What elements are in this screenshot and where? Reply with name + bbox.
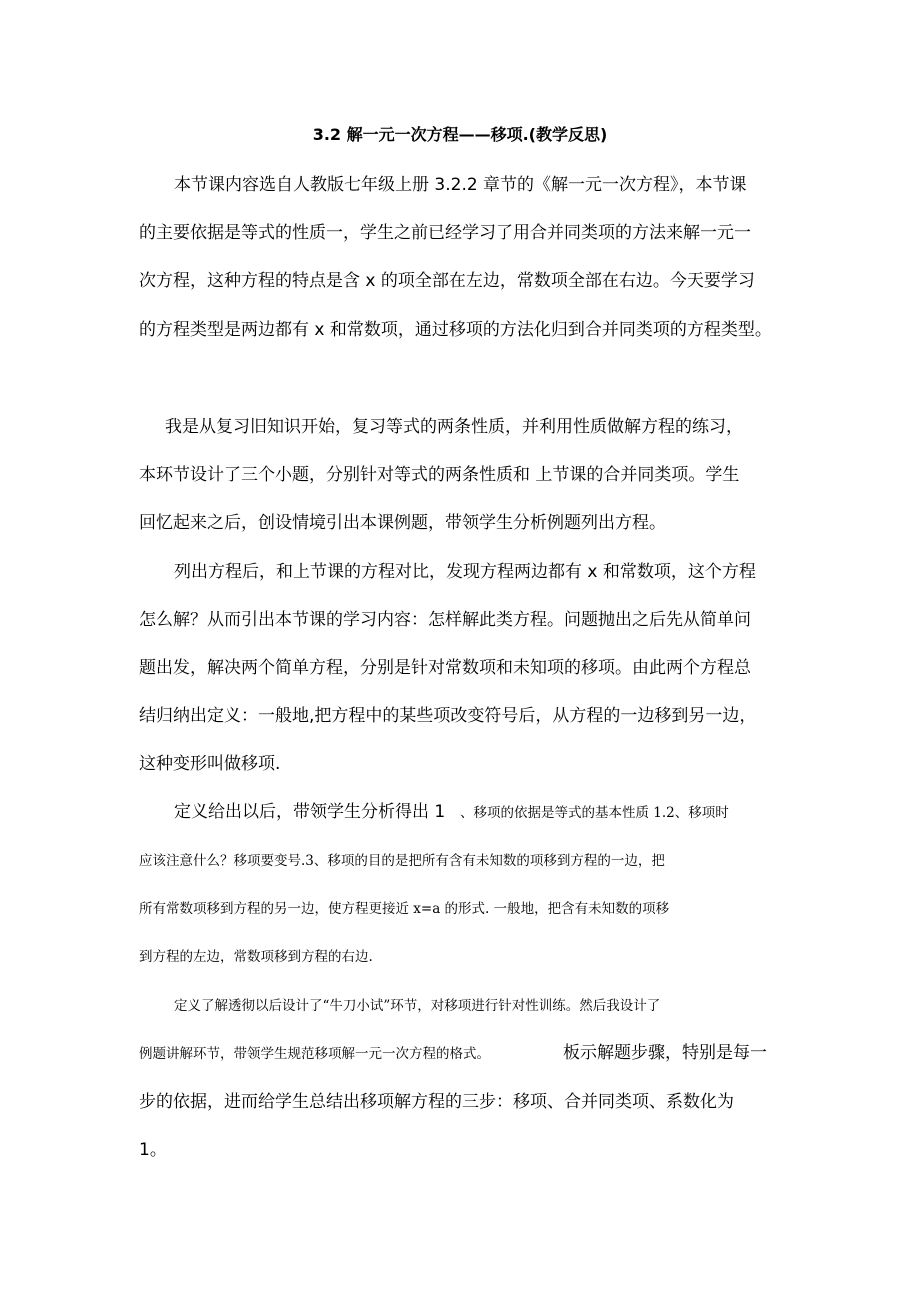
- paragraph-5-line-3: 步的依据，进而给学生总结出移项解方程的三步：移项、合并同类项、系数化为: [139, 1092, 734, 1112]
- paragraph-3-line-4: 结归纳出定义：一般地,把方程中的某些项改变符号后，从方程的一边移到另一边，: [139, 706, 757, 726]
- paragraph-5-tail: 板示解题步骤，特别是每一: [563, 1043, 767, 1063]
- paragraph-4-line-4: 到方程的左边，常数项移到方程的右边.: [139, 949, 373, 965]
- paragraph-2-line-1: 我是从复习旧知识开始，复习等式的两条性质，并利用性质做解方程的练习，: [165, 417, 743, 437]
- paragraph-3-line-2: 怎么解？从而引出本节课的学习内容：怎样解此类方程。问题抛出之后先从简单问: [139, 610, 751, 630]
- paragraph-3-line-3: 题出发，解决两个简单方程，分别是针对常数项和未知项的移项。由此两个方程总: [139, 658, 751, 678]
- paragraph-5-line-2: 例题讲解环节，带领学生规范移项解一元一次方程的格式。: [139, 1046, 490, 1062]
- paragraph-3-line-5: 这种变形叫做移项.: [139, 754, 281, 774]
- paragraph-2-line-3: 回忆起来之后，创设情境引出本课例题，带领学生分析例题列出方程。: [139, 513, 666, 533]
- paragraph-4-line-3: 所有常数项移到方程的另一边，使方程更接近 x=a 的形式. 一般地，把含有未知数的项移: [139, 901, 670, 917]
- paragraph-1-line-4: 的方程类型是两边都有 x 和常数项，通过移项的方法化归到合并同类项的方程类型。: [139, 320, 772, 340]
- document-title: 3.2 解一元一次方程——移项.(教学反思): [312, 125, 608, 144]
- paragraph-3-line-1: 列出方程后，和上节课的方程对比，发现方程两边都有 x 和常数项，这个方程: [174, 562, 756, 582]
- paragraph-1-line-2: 的主要依据是等式的性质一，学生之前已经学习了用合并同类项的方法来解一元一: [139, 223, 751, 243]
- paragraph-2-line-2: 本环节设计了三个小题，分别针对等式的两条性质和 上节课的合并同类项。学生: [139, 465, 740, 485]
- paragraph-1-line-1: 本节课内容选自人教版七年级上册 3.2.2 章节的《解一元一次方程》，本节课: [174, 175, 747, 195]
- paragraph-5-line-4: 1。: [139, 1140, 167, 1160]
- paragraph-4-line-1: 、移项的依据是等式的基本性质 1.2、移项时: [460, 805, 729, 821]
- paragraph-5-line-1: 定义了解透彻以后设计了“牛刀小试”环节，对移项进行针对性训练。然后我设计了: [174, 998, 661, 1014]
- paragraph-4-line-2: 应该注意什么？移项要变号.3、移项的目的是把所有含有未知数的项移到方程的一边，把: [139, 853, 665, 869]
- paragraph-1-line-3: 次方程，这种方程的特点是含 x 的项全部在左边，常数项全部在右边。今天要学习: [139, 271, 755, 291]
- paragraph-4-lead: 定义给出以后，带领学生分析得出 1: [174, 802, 446, 822]
